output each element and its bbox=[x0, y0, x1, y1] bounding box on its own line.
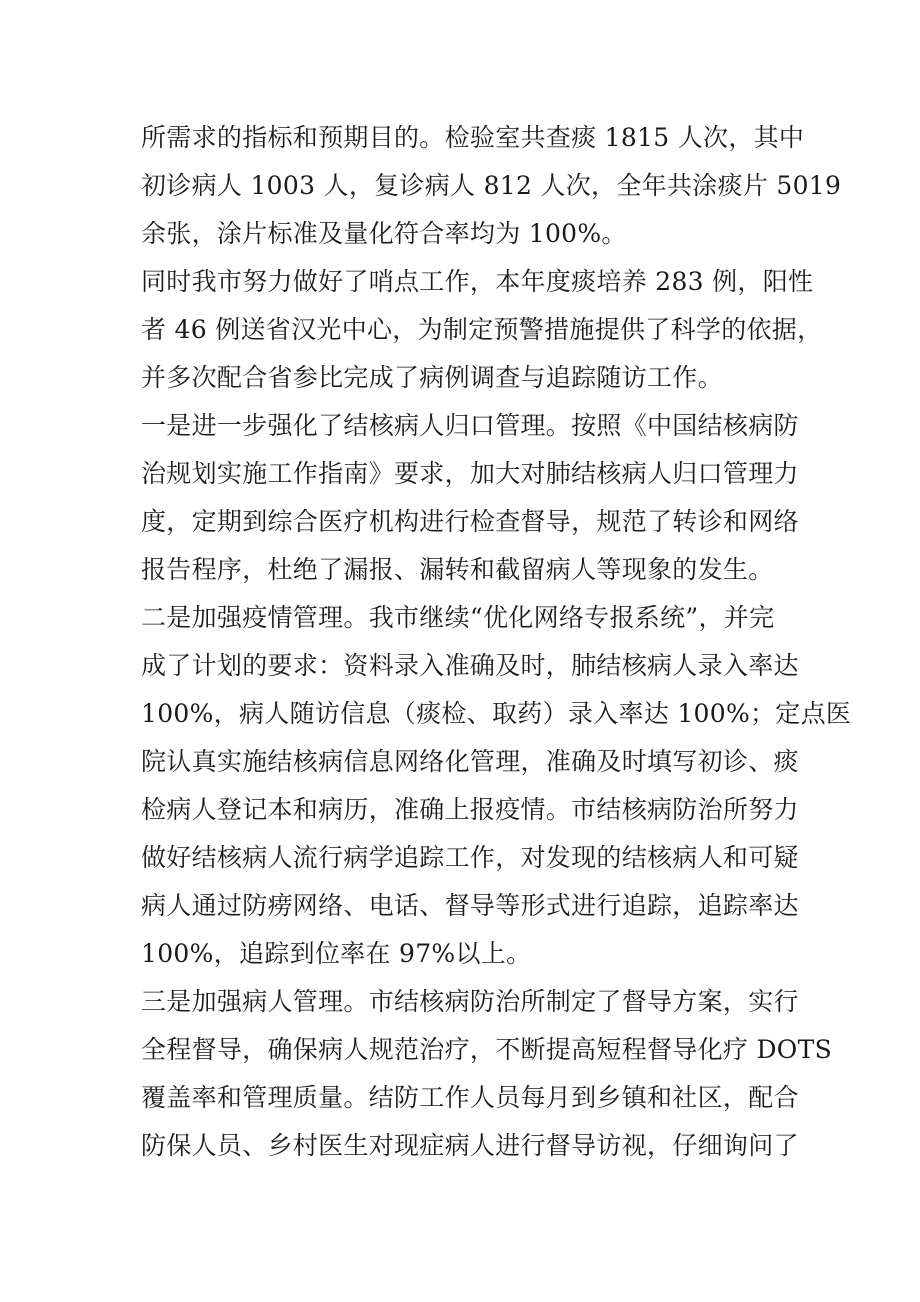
text-line: 同时我市努力做好了哨点工作，本年度痰培养 283 例，阳性 bbox=[141, 267, 814, 296]
text-line: 并多次配合省参比完成了病例调查与追踪随访工作。 bbox=[141, 363, 723, 392]
text-line: 者 46 例送省汉光中心，为制定预警措施提供了科学的依据， bbox=[141, 315, 823, 344]
text-line: 三是加强病人管理。市结核病防治所制定了督导方案，实行 bbox=[141, 987, 799, 1016]
text-line: 全程督导，确保病人规范治疗，不断提高短程督导化疗 DOTS bbox=[141, 1035, 832, 1064]
text-line: 检病人登记本和病历，准确上报疫情。市结核病防治所努力 bbox=[141, 795, 799, 824]
text-line: 院认真实施结核病信息网络化管理，准确及时填写初诊、痰 bbox=[141, 747, 799, 776]
text-line: 所需求的指标和预期目的。检验室共查痰 1815 人次，其中 bbox=[141, 123, 805, 152]
text-line: 报告程序，杜绝了漏报、漏转和截留病人等现象的发生。 bbox=[141, 555, 774, 584]
text-line: 覆盖率和管理质量。结防工作人员每月到乡镇和社区，配合 bbox=[141, 1083, 799, 1112]
text-line: 成了计划的要求：资料录入准确及时，肺结核病人录入率达 bbox=[141, 651, 799, 680]
text-line: 一是进一步强化了结核病人归口管理。按照《中国结核病防 bbox=[141, 411, 799, 440]
text-line: 余张，涂片标准及量化符合率均为 100%。 bbox=[141, 219, 627, 248]
text-line: 做好结核病人流行病学追踪工作，对发现的结核病人和可疑 bbox=[141, 843, 799, 872]
text-line: 病人通过防痨网络、电话、督导等形式进行追踪，追踪率达 bbox=[141, 891, 799, 920]
text-line: 100%，追踪到位率在 97%以上。 bbox=[141, 939, 532, 968]
text-line: 防保人员、乡村医生对现症病人进行督导访视，仔细询问了 bbox=[141, 1131, 799, 1160]
text-line: 治规划实施工作指南》要求，加大对肺结核病人归口管理力 bbox=[141, 459, 799, 488]
text-line: 二是加强疫情管理。我市继续“优化网络专报系统”，并完 bbox=[141, 603, 775, 632]
text-line: 度，定期到综合医疗机构进行检查督导，规范了转诊和网络 bbox=[141, 507, 799, 536]
text-line: 100%，病人随访信息（痰检、取药）录入率达 100%；定点医 bbox=[141, 699, 852, 728]
text-line: 初诊病人 1003 人，复诊病人 812 人次，全年共涂痰片 5019 bbox=[141, 171, 842, 200]
